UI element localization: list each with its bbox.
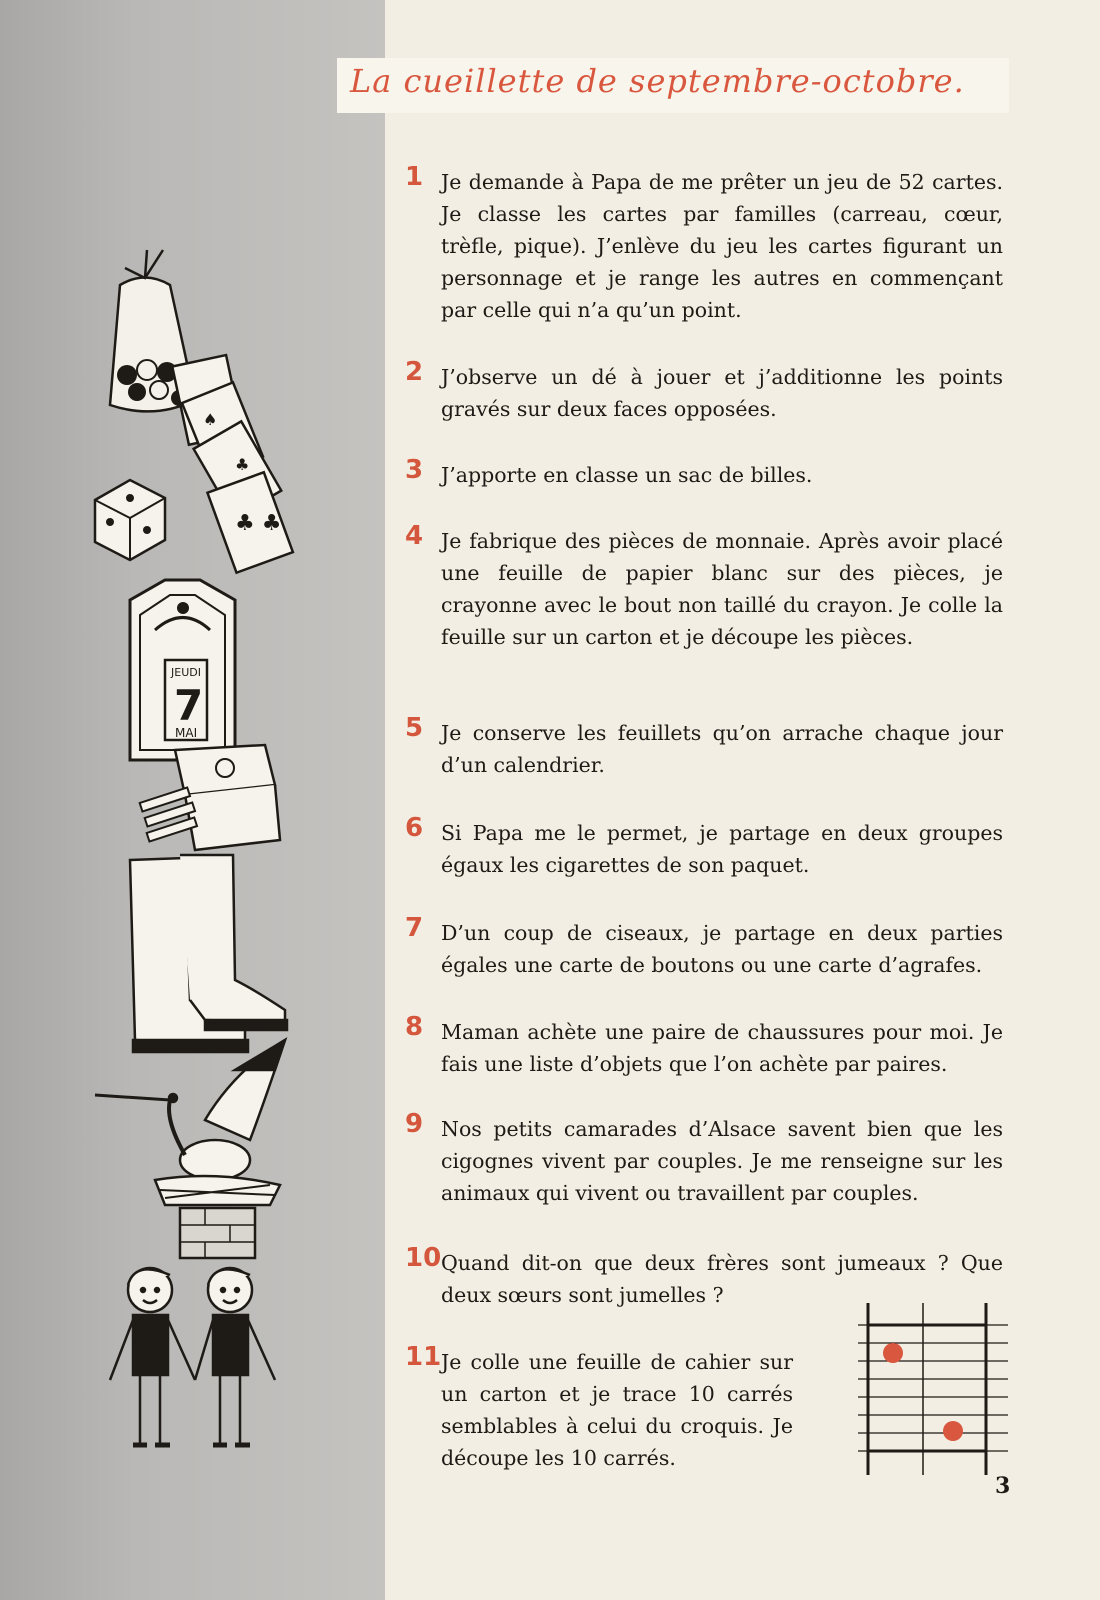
item-text: J’observe un dé à jouer et j’additionne les points gravés sur deux faces opposées. <box>441 365 1003 421</box>
item-text: Si Papa me le permet, je partage en deux groupes égaux les cigarettes de son paquet. <box>441 821 1003 877</box>
calendar-date: 7 <box>174 681 204 730</box>
calendar-icon <box>130 580 235 760</box>
item-number: 1 <box>405 162 424 192</box>
item-text: J’apporte en classe un sac de billes. <box>441 463 813 487</box>
playing-cards-icon <box>172 355 293 573</box>
page-title: La cueillette de septembre-octobre. <box>350 62 965 100</box>
item-text: Je demande à Papa de me prêter un jeu de 52 cartes. Je classe les cartes par familles (carreau, cœur, trèfle, pique). J’enlève du jeu les cartes figurant un personnage et je range les autres en commençant par celle qui n’a qu’un point. <box>441 170 1003 322</box>
item-number: 5 <box>405 713 424 743</box>
svg-text:♣ ♣: ♣ ♣ <box>235 511 282 536</box>
illustration-column <box>85 240 315 1470</box>
item-number: 6 <box>405 813 424 843</box>
item-number: 9 <box>405 1109 424 1139</box>
boots-icon <box>130 855 287 1052</box>
calendar-month: MAI <box>175 726 198 740</box>
item-text: Je colle une feuille de cahier sur un carton et je trace 10 carrés semblables à celui du croquis. Je découpe les 10 carrés. <box>441 1350 793 1470</box>
item-text: D’un coup de ciseaux, je partage en deux parties égales une carte de boutons ou une carte d’agrafes. <box>441 921 1003 977</box>
calendar-day: JEUDI <box>171 666 201 679</box>
item-number: 8 <box>405 1012 424 1042</box>
red-dot-icon <box>943 1421 963 1441</box>
item-text: Nos petits camarades d’Alsace savent bien que les cigognes vivent par couples. Je me renseigne sur les animaux qui vivent ou travaillent par couples. <box>441 1117 1003 1205</box>
item-number: 4 <box>405 521 424 551</box>
item-number: 10 <box>405 1243 442 1273</box>
item-number: 11 <box>405 1342 442 1372</box>
item-number: 3 <box>405 455 424 485</box>
svg-text:♠: ♠ <box>203 410 218 429</box>
red-dot-icon <box>883 1343 903 1363</box>
item-text: Quand dit-on que deux frères sont jumeaux ? Que deux sœurs sont jumelles ? <box>441 1251 1003 1307</box>
item-text: Je conserve les feuillets qu’on arrache chaque jour d’un calendrier. <box>441 721 1003 777</box>
item-text: Maman achète une paire de chaussures pour moi. Je fais une liste d’objets que l’on achète par paires. <box>441 1020 1003 1076</box>
item-number: 2 <box>405 357 424 387</box>
item-text: Je fabrique des pièces de monnaie. Après avoir placé une feuille de papier blanc sur des pièces, je crayonne avec le bout non taillé du crayon. Je colle la feuille sur un carton et je découpe les pièces. <box>441 529 1003 649</box>
page-number: 3 <box>995 1473 1011 1499</box>
stork-icon <box>95 1040 285 1258</box>
item-number: 7 <box>405 913 424 943</box>
svg-text:♣: ♣ <box>235 455 250 474</box>
croquis-grid-square <box>858 1303 1008 1483</box>
die-icon <box>95 480 165 560</box>
twins-icon <box>110 1268 275 1445</box>
